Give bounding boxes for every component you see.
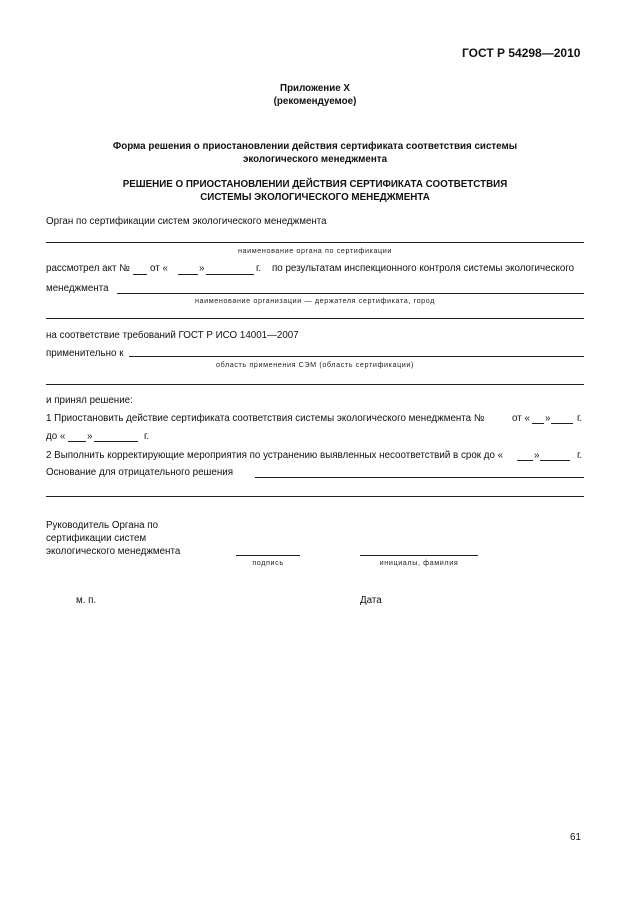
- organization-caption: наименование организации — держателя сертификата, город: [194, 296, 436, 305]
- appendix-title: Приложение Х: [280, 83, 350, 94]
- decision-label: и принял решение:: [46, 395, 133, 406]
- reviewed-from: от «: [150, 263, 168, 274]
- item1-until-year: г.: [144, 431, 150, 442]
- basis-field[interactable]: [255, 477, 584, 478]
- form-title-line2: экологического менеджмента: [242, 154, 388, 165]
- act-day-field[interactable]: [178, 274, 198, 275]
- reviewed-quote: »: [199, 263, 205, 274]
- item2-year: г.: [577, 450, 583, 461]
- item2-quote: »: [534, 450, 540, 461]
- scope-field[interactable]: [129, 356, 584, 357]
- item1-from: от «: [512, 413, 530, 424]
- stamp-label: м. п.: [76, 595, 97, 606]
- form-title-line1: Форма решения о приостановлении действия сертификата соответствия системы: [112, 141, 518, 152]
- management-label: менеджмента: [46, 283, 109, 294]
- until-day-field[interactable]: [68, 441, 86, 442]
- organ-label: Орган по сертификации систем экологического менеджмента: [46, 216, 327, 227]
- signature-caption: подпись: [252, 558, 284, 567]
- decision-title-line2: СИСТЕМЫ ЭКОЛОГИЧЕСКОГО МЕНЕДЖМЕНТА: [200, 192, 430, 203]
- date-label: Дата: [360, 595, 382, 606]
- scope-field-continued[interactable]: [46, 384, 584, 385]
- reviewed-year: г.: [256, 263, 262, 274]
- organ-name-field[interactable]: [46, 242, 584, 243]
- item1-day-field[interactable]: [532, 423, 544, 424]
- item1-quote: »: [545, 413, 551, 424]
- basis-label: Основание для отрицательного решения: [46, 467, 234, 478]
- reviewed-inspection: по результатам инспекционного контроля системы экологического: [272, 263, 575, 274]
- compliance-text: на соответствие требований ГОСТ Р ИСО 14001—2007: [46, 330, 299, 341]
- item2-month-field[interactable]: [540, 460, 570, 461]
- act-number-field[interactable]: [133, 274, 147, 275]
- decision-title-line1: РЕШЕНИЕ О ПРИОСТАНОВЛЕНИИ ДЕЙСТВИЯ СЕРТИФИКАТА СООТВЕТСТВИЯ: [122, 179, 508, 190]
- reviewed-label: рассмотрел акт №: [46, 263, 130, 274]
- act-month-field[interactable]: [206, 274, 254, 275]
- name-caption: инициалы, фамилия: [379, 558, 459, 567]
- item1-year: г.: [577, 413, 583, 424]
- signature-field[interactable]: [236, 555, 300, 556]
- appendix-subtitle: (рекомендуемое): [273, 96, 357, 107]
- name-field[interactable]: [360, 555, 478, 556]
- item1-until-quote: »: [87, 431, 93, 442]
- head-line2: сертификации систем: [46, 533, 147, 544]
- standard-number: ГОСТ Р 54298—2010: [462, 46, 581, 60]
- item2-text: 2 Выполнить корректирующие мероприятия по устранению выявленных несоответствий в срок до «: [46, 450, 504, 461]
- until-month-field[interactable]: [94, 441, 138, 442]
- basis-field-continued[interactable]: [46, 496, 584, 497]
- applied-label: применительно к: [46, 348, 124, 359]
- organ-caption: наименование органа по сертификации: [237, 246, 393, 255]
- head-line3: экологического менеджмента: [46, 546, 181, 557]
- item2-day-field[interactable]: [517, 460, 533, 461]
- head-line1: Руководитель Органа по: [46, 520, 159, 531]
- organization-field-continued[interactable]: [46, 318, 584, 319]
- organization-field[interactable]: [117, 293, 584, 294]
- item1-month-field[interactable]: [551, 423, 573, 424]
- item1-text: 1 Приостановить действие сертификата соответствия системы экологического менеджмента №: [46, 413, 485, 424]
- item1-until: до «: [46, 431, 66, 442]
- scope-caption: область применения СЭМ (область сертификации): [215, 360, 415, 369]
- page-number: 61: [570, 832, 581, 843]
